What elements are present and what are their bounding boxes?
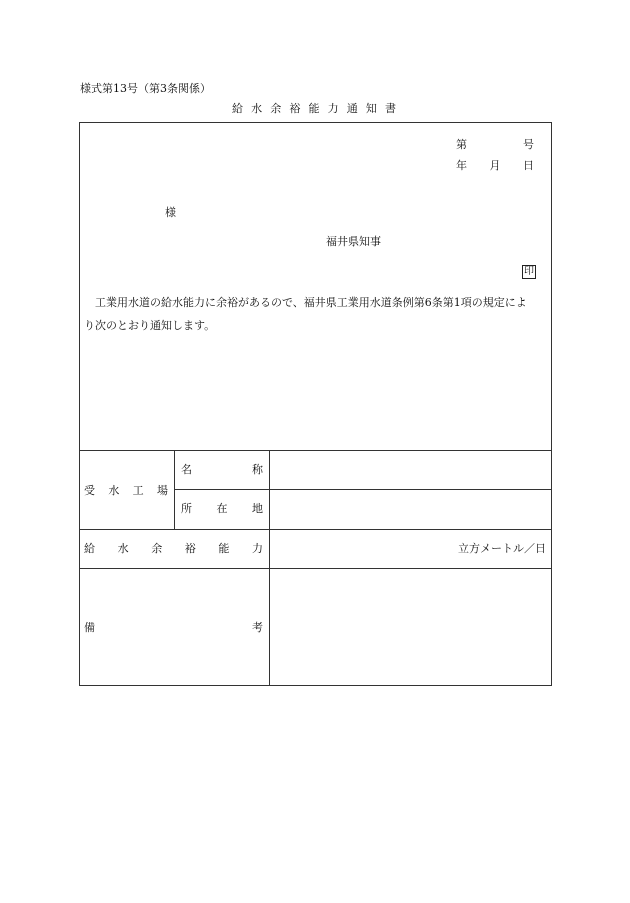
number-suffix: 号 — [523, 138, 534, 151]
label-char: 力 — [251, 542, 263, 555]
label-char: 所 — [181, 502, 192, 515]
title-char: 書 — [385, 102, 396, 115]
date-line — [456, 160, 534, 171]
label-char: 名 — [181, 463, 192, 476]
form-number-label: 様式第13号（第3条関係） — [80, 82, 211, 95]
label-char: 考 — [252, 621, 263, 634]
document-number-line — [456, 139, 534, 150]
label-char: 備 — [84, 621, 95, 634]
location-label — [181, 503, 263, 514]
label-char: 称 — [252, 463, 263, 476]
label-char: 給 — [84, 542, 95, 555]
title-char: 能 — [308, 102, 320, 115]
date-year: 年 — [456, 159, 467, 172]
title-char: 余 — [270, 102, 282, 115]
issuer-name: 福井県知事 — [326, 235, 381, 248]
capacity-unit: 立方メートル／日 — [458, 542, 546, 555]
table-top-rule — [79, 450, 552, 451]
number-prefix: 第 — [456, 138, 467, 151]
body-text-line-1: 工業用水道の給水能力に余裕があるので、福井県工業用水道条例第6条第1項の規定によ — [95, 296, 527, 309]
table-rule — [79, 529, 552, 530]
label-char: 水 — [117, 542, 129, 555]
form-frame — [79, 122, 552, 686]
title-char: 通 — [346, 102, 358, 115]
label-char: 在 — [216, 502, 228, 515]
label-char: 能 — [218, 542, 230, 555]
name-label — [181, 464, 263, 475]
label-char: 工 — [132, 484, 144, 497]
addressee-suffix: 様 — [165, 206, 176, 219]
label-char: 地 — [252, 502, 263, 515]
receiving-plant-label — [84, 485, 168, 496]
label-char: 場 — [156, 484, 168, 497]
remarks-label — [84, 622, 263, 633]
table-rule — [79, 568, 552, 569]
capacity-label — [84, 543, 263, 554]
label-char: 受 — [84, 484, 95, 497]
title-char: 裕 — [289, 102, 301, 115]
label-char: 水 — [108, 484, 120, 497]
label-char: 余 — [151, 542, 163, 555]
title-char: 知 — [365, 102, 377, 115]
body-text-line-2: り次のとおり通知します。 — [84, 319, 216, 332]
label-char: 裕 — [184, 542, 196, 555]
table-column-rule — [174, 450, 175, 529]
title-char: 水 — [251, 102, 263, 115]
table-inner-rule — [174, 489, 552, 490]
title-char: 力 — [327, 102, 339, 115]
date-day: 日 — [523, 159, 534, 172]
title-char: 給 — [232, 102, 243, 115]
table-column-rule — [269, 450, 270, 686]
seal-mark: 印 — [524, 266, 534, 277]
document-title — [232, 103, 396, 114]
date-month: 月 — [489, 159, 501, 172]
